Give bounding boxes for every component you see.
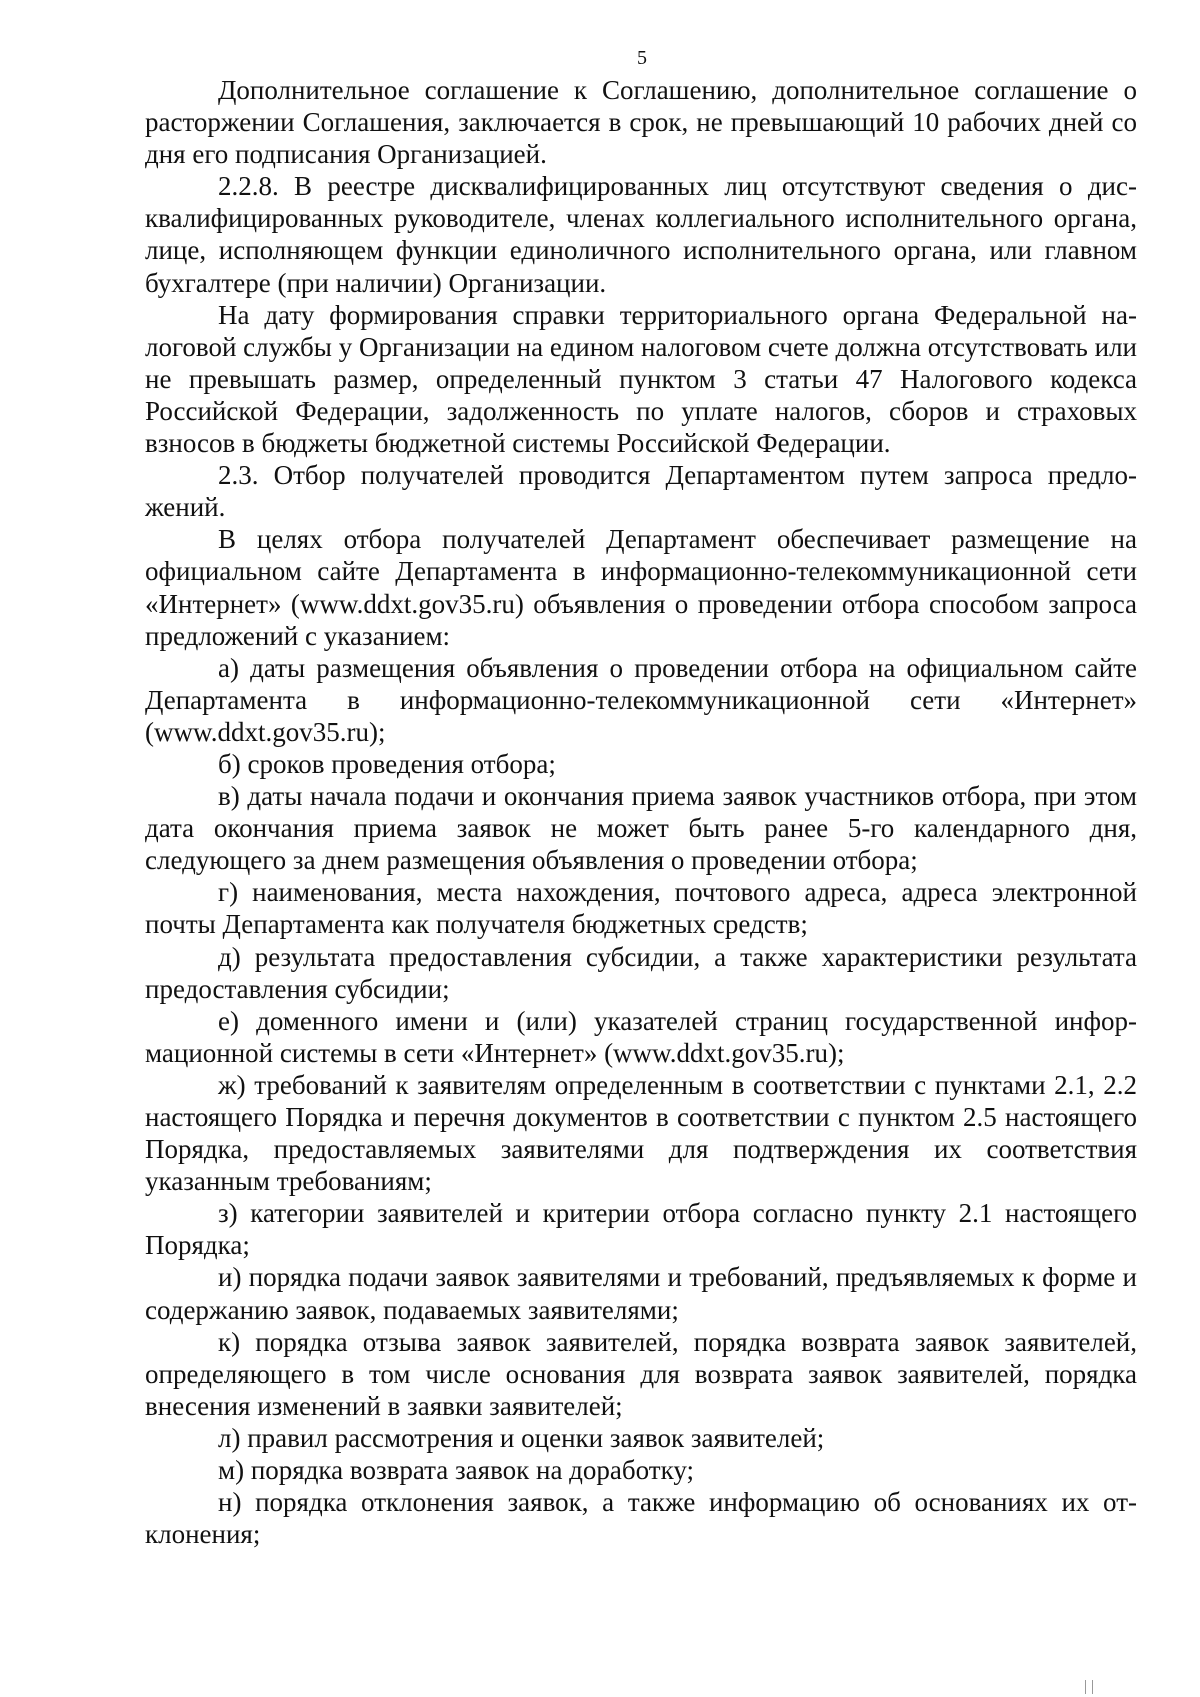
list-item-d: д) результата предоставления субсидии, а также характеристики результата предоставления субсидии; (145, 941, 1137, 1004)
list-item-i: и) порядка подачи заявок заявителями и требований, предъявляемых к форме и содержанию заявок, подаваемых заявителями; (145, 1262, 1137, 1325)
list-item-b: б) сроков проведения отбора; (218, 748, 556, 779)
list-item-g: г) наименования, места нахождения, почтового адреса, адреса электронной почты Департамента как получателя бюджетных средств; (145, 877, 1137, 940)
list-item-m: м) порядка возврата заявок на доработку; (218, 1455, 694, 1486)
scan-artifact (1085, 1680, 1093, 1694)
paragraph-2-3: 2.3. Отбор получателей проводится Департаментом путем запроса предложений. (145, 460, 1137, 523)
list-item-v: в) даты начала подачи и окончания приема заявок участников отбора, при этом дата окончания приема заявок не может быть ранее 5-го календарного дня, следующего за днем размещения объявления о проведении отбора; (145, 781, 1137, 876)
list-item-a: а) даты размещения объявления о проведении отбора на официальном сайте Департамента в информационно-телекоммуникационной сети «Интернет» (www.ddxt.gov35.ru); (145, 652, 1137, 747)
list-item-z: з) категории заявителей и критерии отбора согласно пункту 2.1 настоящего Порядка; (145, 1198, 1137, 1261)
list-item-e: е) доменного имени и (или) указателей страниц государственной информационной системы в сети «Интернет» (www.ddxt.gov35.ru); (145, 1005, 1137, 1068)
list-item-zh: ж) требований к заявителям определенным в соответствии с пунктами 2.1, 2.2 настоящего Порядка и перечня документов в соответствии с пунктом 2.5 настоящего Порядка, предоставляемых заявителями для подтверждения их соответствия указанным требованиям; (145, 1069, 1137, 1197)
list-item-l: л) правил рассмотрения и оценки заявок заявителей; (218, 1422, 825, 1453)
list-item-n: н) порядка отклонения заявок, а также информацию об основаниях их отклонения; (145, 1487, 1137, 1550)
document-body (145, 74, 1137, 1550)
paragraph-selection-announcement: В целях отбора получателей Департамент обеспечивает размещение на официальном сайте Департамента в информационно-телекоммуникационной сети «Интернет» (www.ddxt.gov35.ru) объявления о проведении отбора способом запроса предложений с указанием: (145, 524, 1137, 651)
paragraph-tax-debt: На дату формирования справки территориального органа Федеральной налоговой службы у Организации на едином налоговом счете должна отсутствовать или не превышать размер, определенный пунктом 3 статьи 47 Налогового кодекса Российской Федерации, задолженность по уплате налогов, сборов и страховых взносов в бюджеты бюджетной системы Российской Федерации. (145, 299, 1137, 459)
page-number: 5 (637, 47, 647, 69)
paragraph-agreement-term: Дополнительное соглашение к Соглашению, дополнительное соглашение о расторжении Соглашения, заключается в срок, не превышающий 10 рабочих дней со дня его подписания Организацией. (145, 75, 1137, 170)
list-item-k: к) порядка отзыва заявок заявителей, порядка возврата заявок заявителей, определяющего в том числе основания для возврата заявок заявителей, порядка внесения изменений в заявки заявителей; (145, 1326, 1137, 1421)
paragraph-2-2-8: 2.2.8. В реестре дисквалифицированных лиц отсутствуют сведения о дисквалифицированных руководителе, членах коллегиального исполнительного органа, лице, исполняющем функции единоличного исполнительного органа, или главном бухгалтере (при наличии) Организации. (145, 171, 1137, 298)
